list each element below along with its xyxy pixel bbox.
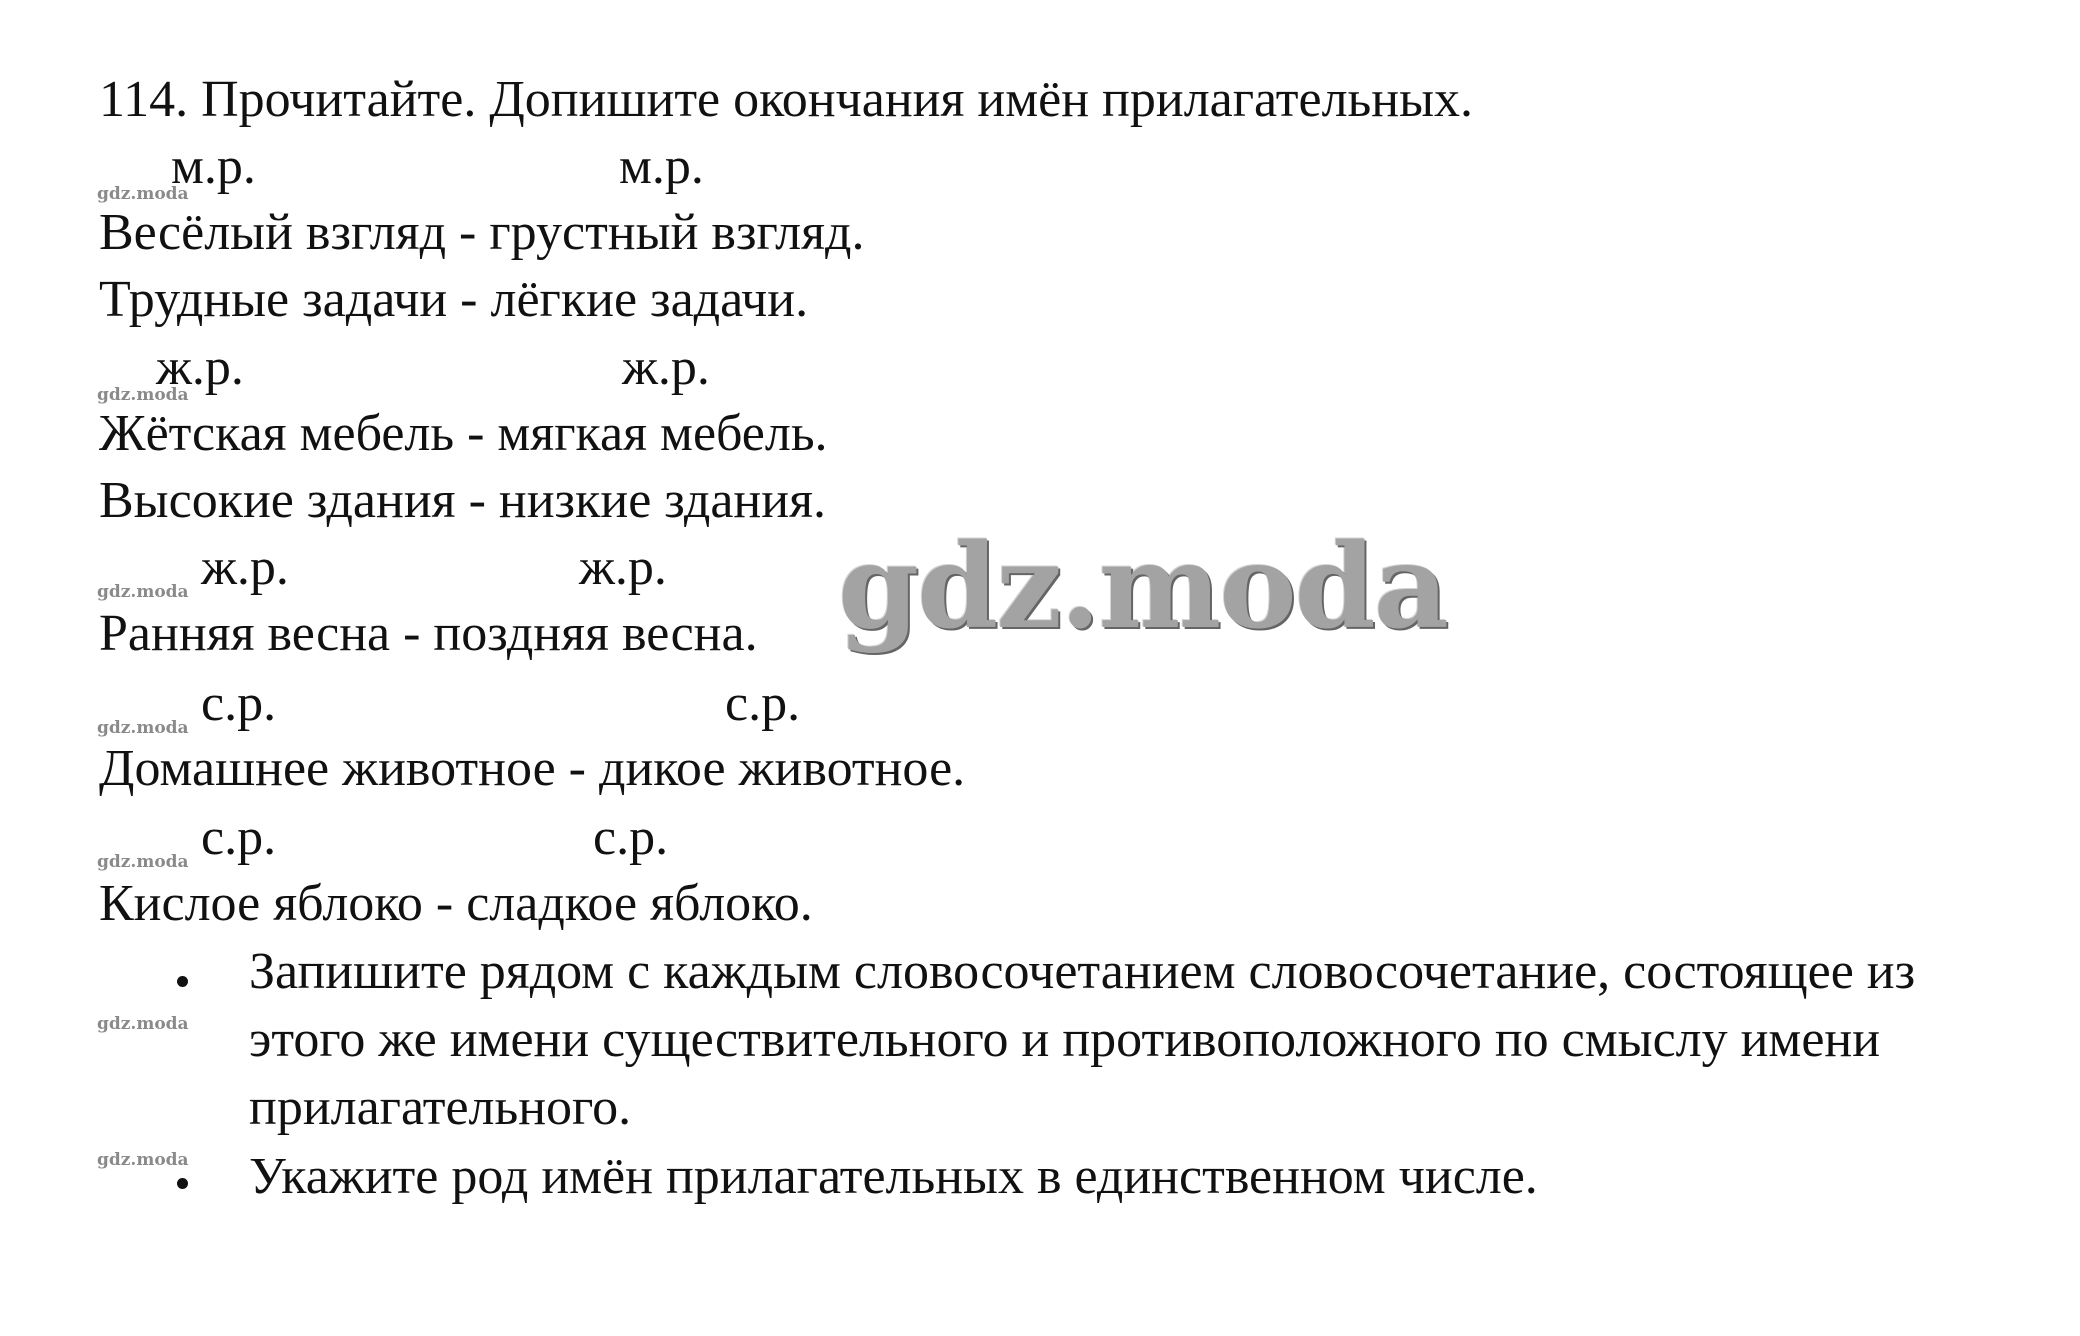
bullet-text: Запишите рядом с каждым словосочетанием словосочетание, состоящее из этого же имени существительного и противоположного по смыслу имени прилагательного. <box>249 943 1916 1136</box>
watermark-small: gdz.moda <box>97 718 189 738</box>
phrase-line: Кислое яблоко - сладкое яблоко. <box>99 875 813 932</box>
bullet-icon <box>177 1178 188 1189</box>
gender-label: ж.р. <box>579 539 667 596</box>
bullet-text: Укажите род имён прилагательных в единственном числе. <box>249 1148 1538 1205</box>
gender-label: с.р. <box>593 809 669 866</box>
phrase-line: Высокие здания - низкие здания. <box>99 472 826 529</box>
watermark-small: gdz.moda <box>97 582 189 602</box>
phrase-line: Домашнее животное - дикое животное. <box>99 740 966 797</box>
gender-label: с.р. <box>201 809 277 866</box>
watermark-small: gdz.moda <box>97 1150 189 1170</box>
gender-label: ж.р. <box>201 539 289 596</box>
watermark-small: gdz.moda <box>97 184 189 204</box>
gender-label: ж.р. <box>156 339 244 396</box>
watermark-small: gdz.moda <box>97 385 189 405</box>
watermark-small: gdz.moda <box>97 852 189 872</box>
phrase-line: Ранняя весна - поздняя весна. <box>99 605 758 662</box>
watermark-large: gdz.moda <box>838 519 1447 655</box>
gender-label: ж.р. <box>622 339 710 396</box>
phrase-line: Трудные задачи - лёгкие задачи. <box>99 271 809 328</box>
gender-label: с.р. <box>201 675 277 732</box>
gender-label: м.р. <box>171 138 256 195</box>
gender-label: м.р. <box>619 138 704 195</box>
bullet-icon <box>177 976 188 987</box>
phrase-line: Весёлый взгляд - грустный взгляд. <box>99 204 865 261</box>
gender-label: с.р. <box>725 675 801 732</box>
phrase-line: Жётская мебель - мягкая мебель. <box>99 405 828 462</box>
task-title: 114. Прочитайте. Допишите окончания имён прилагательных. <box>99 71 1474 128</box>
watermark-small: gdz.moda <box>97 1014 189 1034</box>
